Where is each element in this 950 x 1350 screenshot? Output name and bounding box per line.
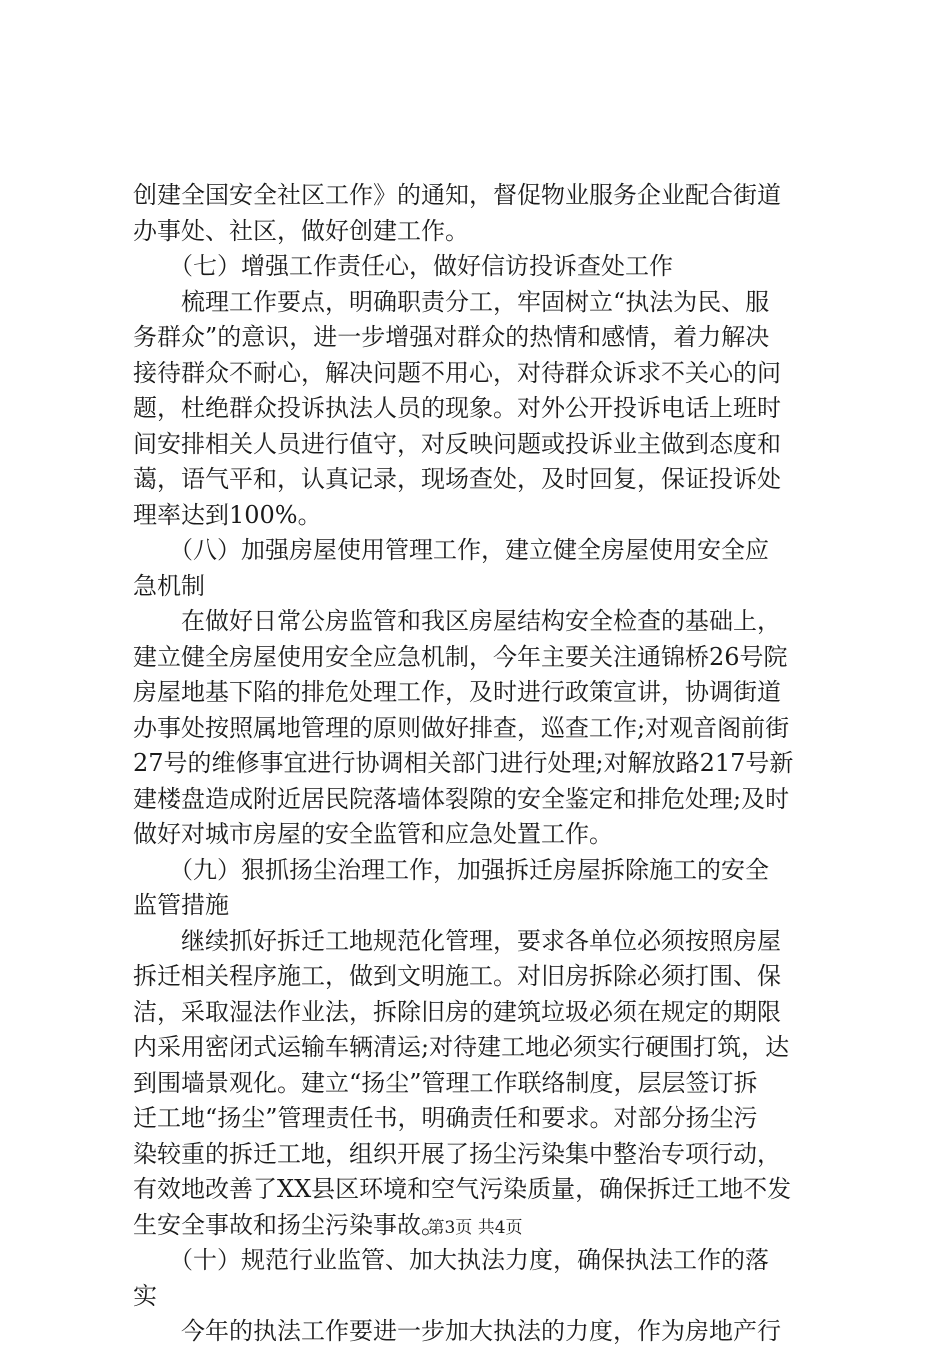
text-line: 办事处、社区，做好创建工作。 — [133, 216, 469, 245]
text-line: 理率达到100%。 — [133, 500, 322, 529]
text-line: 染较重的拆迁工地，组织开展了扬尘污染集中整治专项行动， — [133, 1139, 781, 1168]
text-line: 内采用密闭式运输车辆清运;对待建工地必须实行硬围打筑，达 — [133, 1033, 790, 1061]
text-line: 办事处按照属地管理的原则做好排查，巡查工作;对观音阁前街 — [133, 713, 790, 742]
text-line: 洁，采取湿法作业法，拆除旧房的建筑垃圾必须在规定的期限 — [133, 997, 781, 1026]
text-line: 梳理工作要点，明确职责分工，牢固树立“执法为民、服 — [133, 287, 770, 316]
heading-line: （八）加强房屋使用管理工作，建立健全房屋使用安全应 — [133, 536, 769, 564]
text-line: 拆迁相关程序施工，做到文明施工。对旧房拆除必须打围、保 — [133, 962, 781, 990]
paragraph-continuation — [133, 178, 835, 249]
text-line: 务群众”的意识，进一步增强对群众的热情和感情，着力解决 — [133, 323, 770, 351]
heading-line: 实 — [133, 1281, 157, 1310]
paragraph — [133, 604, 835, 853]
text-line: 房屋地基下陷的排危处理工作，及时进行政策宣讲，协调街道 — [133, 678, 781, 706]
heading-line: （七）增强工作责任心，做好信访投诉查处工作 — [133, 252, 673, 280]
heading-line: 急机制 — [133, 571, 205, 600]
section-heading-9 — [133, 853, 835, 924]
text-line: 蔼，语气平和，认真记录，现场查处，及时回复，保证投诉处 — [133, 465, 781, 493]
page-number: 第3页 共4页 — [427, 1218, 523, 1238]
text-line: 生安全事故和扬尘污染事故。 — [133, 1210, 445, 1239]
section-heading-10 — [133, 1243, 835, 1314]
text-line: 建立健全房屋使用安全应急机制，今年主要关注通锦桥26号院 — [133, 642, 788, 671]
document-body — [133, 178, 835, 1350]
text-line: 创建全国安全社区工作》的通知，督促物业服务企业配合街道 — [133, 181, 781, 209]
text-line: 在做好日常公房监管和我区房屋结构安全检查的基础上， — [133, 607, 781, 635]
text-line: 接待群众不耐心，解决问题不用心，对待群众诉求不关心的问 — [133, 358, 781, 387]
heading-line: （十）规范行业监管、加大执法力度，确保执法工作的落 — [133, 1246, 769, 1274]
section-heading-8 — [133, 533, 835, 604]
text-line: 建楼盘造成附近居民院落墙体裂隙的安全鉴定和排危处理;及时 — [133, 784, 790, 813]
page-footer — [0, 1217, 950, 1239]
text-line: 题，杜绝群众投诉执法人员的现象。对外公开投诉电话上班时 — [133, 394, 781, 422]
text-line: 继续抓好拆迁工地规范化管理，要求各单位必须按照房屋 — [133, 926, 781, 955]
text-line: 间安排相关人员进行值守，对反映问题或投诉业主做到态度和 — [133, 429, 781, 458]
heading-line: （九）狠抓扬尘治理工作，加强拆迁房屋拆除施工的安全 — [133, 855, 769, 884]
text-line: 迁工地“扬尘”管理责任书，明确责任和要求。对部分扬尘污 — [133, 1104, 758, 1132]
paragraph — [133, 285, 835, 534]
text-line: 到围墙景观化。建立“扬尘”管理工作联络制度，层层签订拆 — [133, 1068, 758, 1097]
text-line: 27号的维修事宜进行协调相关部门进行处理;对解放路217号新 — [133, 749, 794, 777]
paragraph — [133, 1314, 835, 1350]
paragraph — [133, 924, 835, 1244]
text-line: 做好对城市房屋的安全监管和应急处置工作。 — [133, 820, 613, 848]
section-heading-7 — [133, 249, 835, 285]
text-line: 今年的执法工作要进一步加大执法的力度，作为房地产行 — [133, 1317, 781, 1345]
heading-line: 监管措施 — [133, 891, 229, 919]
text-line: 有效地改善了XX县区环境和空气污染质量，确保拆迁工地不发 — [133, 1175, 792, 1203]
